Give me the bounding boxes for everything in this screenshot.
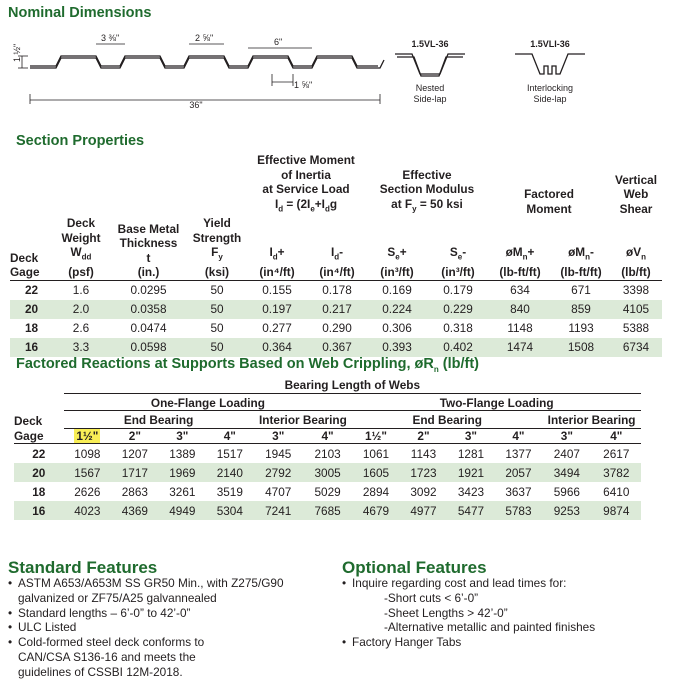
value-cell: 9874 (592, 501, 641, 520)
nested-sidelap-caption-2: Side-lap (413, 94, 447, 104)
end-bearing-2: End Bearing (352, 411, 542, 429)
value-cell: 2792 (254, 463, 303, 482)
bearing-length-label: 3" (176, 428, 189, 443)
nominal-dimensions-title: Nominal Dimensions (8, 5, 152, 21)
value-cell: 1143 (410, 446, 437, 461)
list-item: • Factory Hanger Tabs (342, 635, 682, 650)
value-cell: 1605 (352, 463, 399, 482)
shear-header: $øV_n$ (lb/ft) (621, 245, 651, 280)
value-cell: 0.224 (366, 300, 428, 319)
value-cell: 0.197 (246, 300, 308, 319)
table-row (10, 338, 662, 357)
two-flange-header: Two-Flange Loading (352, 393, 641, 411)
bearing-length-label: 4" (321, 428, 334, 443)
value-cell: 0.178 (322, 283, 352, 298)
deck-profile-diagram (8, 30, 403, 110)
value-cell: 5029 (314, 484, 341, 499)
gage-cell: 22 (24, 283, 39, 298)
value-cell: 1717 (111, 463, 158, 482)
value-cell: 1945 (265, 446, 292, 461)
bearing-length-label: 3" (272, 428, 285, 443)
bearing-length-label: 2" (417, 428, 430, 443)
interlocking-sidelap-shape (515, 54, 585, 74)
value-cell: 3637 (505, 484, 532, 499)
value-cell: 5783 (495, 501, 542, 520)
value-cell: 50 (188, 338, 246, 357)
list-item: • ULC Listed (8, 620, 328, 635)
value-cell: 1098 (74, 446, 101, 461)
nested-sidelap-caption: Nested (415, 83, 445, 93)
gage-cell: 20 (10, 300, 53, 319)
value-cell: 1281 (457, 446, 485, 461)
value-cell: 0.0295 (130, 283, 167, 298)
fm-header: Factored Moment (524, 187, 574, 216)
height-dim-label: 1 ½" (12, 43, 22, 62)
value-cell: 0.0598 (109, 338, 188, 357)
value-cell: 0.402 (428, 338, 488, 357)
end-bearing-1: End Bearing (64, 411, 254, 429)
yield-header: Yield Strength $F_y$ (ksi) (192, 216, 242, 280)
value-cell: 0.229 (428, 300, 488, 319)
value-cell: 4369 (111, 501, 158, 520)
fm-neg-header: $øM_n-$ (lb-ft/ft) (560, 245, 602, 280)
value-cell: 859 (552, 300, 610, 319)
value-cell: 2140 (206, 463, 253, 482)
value-cell: 1517 (216, 446, 243, 461)
list-item: • Cold-formed steel deck conforms to CAN/CSA S136-16 and meets the guidelines of CSSBI 12M-2018. (8, 635, 328, 679)
optional-features-list (342, 576, 682, 650)
section-properties-title: Section Properties (16, 133, 145, 149)
interlocking-sidelap-caption-2: Side-lap (533, 94, 567, 104)
reactions-gage-header: Gage (14, 428, 44, 443)
value-cell: 4679 (352, 501, 399, 520)
value-cell: 0.169 (382, 283, 412, 298)
bearing-length-label: 4" (512, 428, 525, 443)
value-cell: 1148 (507, 321, 533, 336)
interior-bearing-2: Interior Bearing (542, 411, 641, 429)
reactions-title: Factored Reactions at Supports Based on Web Crippling, $øR_n$ (lb/ft) (16, 356, 480, 374)
nested-sidelap-name: 1.5VL-36 (411, 39, 449, 49)
value-cell: 1193 (568, 321, 594, 336)
one-flange-header: One-Flange Loading (64, 393, 353, 411)
value-cell: 2.0 (53, 300, 109, 319)
shear-header-top: Vertical Web Shear (615, 172, 657, 216)
weight-header: Deck Weight $W_{dd}$ (psf) (61, 216, 101, 280)
value-cell: 1207 (121, 446, 148, 461)
value-cell: 5304 (206, 501, 253, 520)
value-cell: 0.217 (308, 300, 366, 319)
moi-header: Effective Moment of Inertia at Service Load $I_d = (2I_e+I_dg$ (257, 153, 355, 213)
value-cell: 50 (210, 283, 224, 298)
bearing-length-label: 3" (464, 428, 478, 443)
value-cell: 1921 (447, 463, 494, 482)
gage-cell: 18 (24, 321, 39, 336)
se-neg-header: $S_e-$ (in³/ft) (441, 245, 475, 280)
interior-bearing-1: Interior Bearing (254, 411, 353, 429)
value-cell: 6410 (603, 484, 630, 499)
value-cell: 634 (510, 283, 530, 298)
value-cell: 3519 (216, 484, 243, 499)
value-cell: 3092 (410, 484, 437, 499)
deck-profile-line-2 (30, 58, 384, 68)
bearing-length-label: 4" (223, 428, 236, 443)
value-cell: 671 (571, 283, 591, 298)
gage-cell: 16 (10, 338, 53, 357)
value-cell: 1.6 (72, 283, 90, 298)
moi-neg-header: $I_d-$ (in⁴/ft) (319, 245, 355, 280)
value-cell: 2.6 (72, 321, 90, 336)
bearing-length-label: 2" (128, 428, 141, 443)
value-cell: 4023 (64, 501, 111, 520)
value-cell: 9253 (542, 501, 591, 520)
esm-header: Effective Section Modulus at $F_y = 50$ ksi (379, 167, 475, 213)
gage-cell: 16 (14, 501, 64, 520)
value-cell: 0.277 (262, 321, 292, 336)
table-row (14, 501, 641, 520)
se-pos-header: $S_e+$ (in³/ft) (380, 245, 414, 280)
value-cell: 1567 (64, 463, 111, 482)
value-cell: 6734 (610, 338, 662, 357)
table-row (14, 444, 641, 464)
value-cell: 0.318 (443, 321, 473, 336)
value-cell: 50 (210, 321, 224, 336)
value-cell: 0.306 (382, 321, 412, 336)
value-cell: 3423 (457, 484, 485, 499)
bottom-flat-dim-label: 1 ⅝" (294, 80, 313, 90)
bearing-length-label: 3" (560, 428, 573, 443)
value-cell: 2057 (495, 463, 542, 482)
top-flat-dim-label: 2 ⅝" (195, 33, 214, 43)
gage-cell: 20 (14, 463, 64, 482)
value-cell: 0.367 (308, 338, 366, 357)
interlocking-sidelap-caption: Interlocking (526, 83, 574, 93)
value-cell: 1389 (169, 446, 196, 461)
list-item: -Short cuts < 6’-0” (384, 590, 479, 605)
value-cell: 7241 (254, 501, 303, 520)
value-cell: 2103 (314, 446, 341, 461)
value-cell: 5966 (553, 484, 580, 499)
interlocking-sidelap-name: 1.5VLI-36 (530, 39, 570, 49)
bearing-length-label: 1½" (76, 428, 99, 443)
value-cell: 4707 (265, 484, 292, 499)
gage-cell: 18 (32, 484, 46, 499)
bearing-length-label: 4" (610, 428, 623, 443)
value-cell: 5388 (622, 321, 650, 336)
value-cell: 4105 (610, 300, 662, 319)
list-item: • Standard lengths – 6’-0” to 42’-0” (8, 606, 328, 621)
sidelap-diagrams (390, 34, 680, 114)
list-item: -Alternative metallic and painted finishes (384, 620, 596, 635)
optional-features-title: Optional Features (342, 558, 487, 577)
value-cell: 3005 (303, 463, 352, 482)
standard-features-title: Standard Features (8, 558, 158, 577)
value-cell: 3398 (622, 283, 650, 298)
value-cell: 2617 (603, 446, 630, 461)
top-flute-dim-label: 3 ⅜" (101, 33, 120, 43)
deck-gage-header: Deck Gage (10, 250, 40, 280)
value-cell: 0.0358 (109, 300, 188, 319)
width-dim-label: 36" (189, 100, 203, 110)
value-cell: 0.0474 (130, 321, 167, 336)
standard-features-list (8, 576, 328, 680)
value-cell: 1377 (505, 446, 532, 461)
value-cell: 2407 (553, 446, 580, 461)
value-cell: 0.393 (366, 338, 428, 357)
value-cell: 1474 (488, 338, 552, 357)
value-cell: 5477 (447, 501, 494, 520)
moi-pos-header: $I_d+$ (in⁴/ft) (259, 245, 295, 280)
value-cell: 3261 (169, 484, 196, 499)
value-cell: 3.3 (53, 338, 109, 357)
list-item: • ASTM A653/A653M SS GR50 Min., with Z275/G90 galvanized or ZF75/A25 galvannealed (8, 576, 328, 606)
value-cell: 1061 (362, 446, 390, 461)
gage-cell: 22 (32, 446, 46, 461)
thickness-header: Base Metal Thickness t (in.) (117, 221, 180, 280)
value-cell: 0.290 (322, 321, 352, 336)
reactions-deck-header: Deck (14, 413, 43, 428)
value-cell: 2626 (74, 484, 101, 499)
table-row (10, 319, 662, 338)
table-row (10, 300, 662, 319)
bearing-length-label: 1½" (364, 428, 387, 443)
value-cell: 3494 (542, 463, 591, 482)
table-row (10, 280, 662, 300)
value-cell: 0.155 (262, 283, 292, 298)
value-cell: 3782 (592, 463, 641, 482)
section-properties-table (10, 153, 662, 357)
table-row (14, 463, 641, 482)
pitch-dim-label: 6" (274, 37, 283, 47)
list-item: • Inquire regarding cost and lead times for: (342, 576, 682, 591)
bearing-length-header: Bearing Length of Webs (64, 378, 641, 393)
table-row (14, 482, 641, 501)
value-cell: 4949 (159, 501, 206, 520)
value-cell: 4977 (400, 501, 447, 520)
fm-pos-header: $øM_n+$ (lb-ft/ft) (499, 245, 541, 280)
value-cell: 50 (188, 300, 246, 319)
value-cell: 1723 (400, 463, 447, 482)
reactions-table (14, 378, 641, 520)
value-cell: 840 (488, 300, 552, 319)
list-item: -Sheet Lengths > 42’-0” (384, 605, 508, 620)
value-cell: 0.179 (443, 283, 473, 298)
value-cell: 1508 (552, 338, 610, 357)
value-cell: 2863 (121, 484, 148, 499)
value-cell: 7685 (303, 501, 352, 520)
value-cell: 1969 (159, 463, 206, 482)
value-cell: 0.364 (246, 338, 308, 357)
value-cell: 2894 (362, 484, 390, 499)
